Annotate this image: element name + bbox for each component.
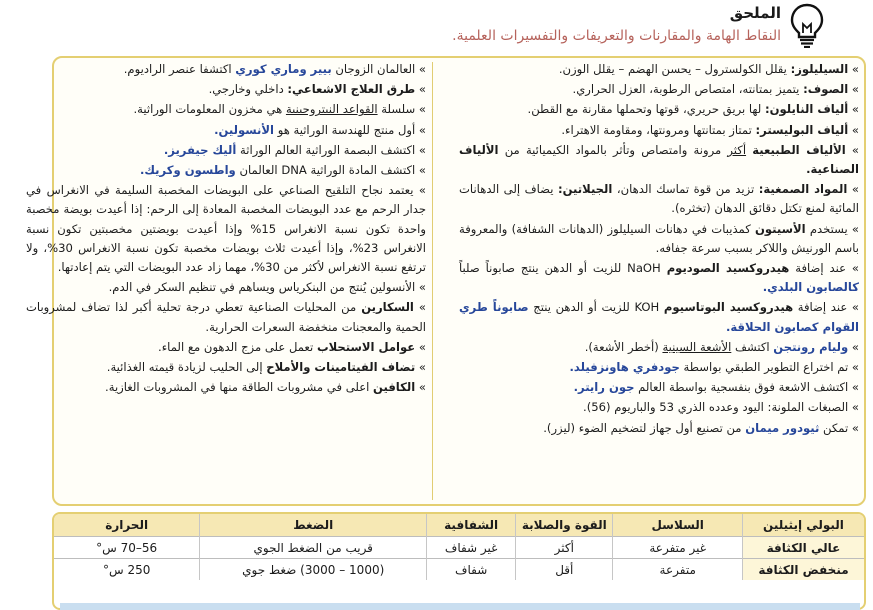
note-text: » تم اختراع التطوير الطبقي بواسطة	[679, 360, 859, 375]
note-item	[459, 141, 859, 179]
table-cell: منخفض الكثافة	[743, 559, 865, 581]
table-row	[54, 537, 864, 559]
note-item	[459, 80, 859, 99]
page-title: الملحق	[729, 4, 781, 22]
note-text: أكثر	[727, 142, 747, 157]
note-text: جودفري هاونزفيلد.	[569, 360, 680, 375]
note-item	[26, 161, 426, 180]
table-cell: غير متفرعة	[613, 537, 743, 559]
note-text: » الصبغات الملونة: اليود وعدده الذري 53 والباريوم (56).	[583, 400, 859, 415]
lightbulb-icon	[787, 2, 827, 48]
note-text: »	[848, 339, 859, 354]
note-text: » يعتمد نجاح التلقيح الصناعي على البويضات المخصبة السليمة في الانغراس في جدار الرحم مع عدد البويضات المخصبة المعادة إلى الرحم: إذا أعيدت بويضة مخصبة واحدة تكون نسبة الانغراس 15% وإذا أعيدت بويضتين مخصبتين تكون نسبة الانغراس 23%، وإذا أعيدت ثلاث بويضات مخصبة تكون نسبة الانغراس 30%، ولا ترتفع نسبة الانغراس لأكثر من 30%، مهما زاد عدد البويضات التي يتم إعادتها.	[26, 183, 427, 275]
note-text: أليك جيفريز.	[163, 142, 237, 157]
note-text: مرونة وامتصاص وتأثر بالمواد الكيميائية من	[498, 142, 728, 157]
note-text: »	[847, 182, 860, 197]
note-item	[459, 338, 859, 357]
note-text: »	[413, 300, 427, 315]
page-header	[0, 0, 873, 56]
note-text: جون رايتر.	[573, 380, 635, 395]
note-item	[459, 378, 859, 397]
note-text: وليام رونتجن	[773, 339, 849, 354]
note-item	[26, 80, 426, 99]
note-item	[26, 298, 426, 336]
note-item	[459, 60, 859, 79]
note-text: »	[848, 102, 859, 117]
table-cell: غير شفاف	[427, 537, 516, 559]
note-text: » سلسلة	[377, 102, 426, 117]
table-cell: عالي الكثافة	[743, 537, 865, 559]
note-text: يقلل الكولسترول – يحسن الهضم – يقلل الوزن.	[558, 62, 791, 76]
note-text: NaOH للزيت أو الدهن ينتج صابوناً صلباً	[459, 261, 667, 276]
note-item	[459, 358, 859, 377]
note-text: » عند إضافة	[789, 261, 860, 276]
note-text: الكافين	[373, 380, 416, 395]
table-row	[54, 559, 864, 581]
note-text: » عند إضافة	[793, 300, 859, 315]
note-text: »	[415, 82, 426, 97]
note-text: (أخطر الأشعة).	[584, 339, 663, 354]
note-text: » اكتشف البصمة الوراثية العالم الوراثة	[236, 142, 426, 157]
table-header-cell: الحرارة	[54, 514, 200, 537]
table-header-row	[54, 514, 864, 537]
table-cell: 250 س°	[54, 559, 200, 581]
table-cell: (1000 – 3000) ضغط جوي	[200, 559, 427, 581]
note-text: اكتشفا عنصر الراديوم.	[123, 62, 236, 76]
note-text: » تمكن	[819, 420, 859, 435]
note-text: عوامل الاستحلاب	[316, 339, 416, 354]
table-header-cell: السلاسل	[613, 514, 743, 537]
polyethylene-table	[52, 512, 866, 610]
note-text: الألياف الصناعية.	[459, 142, 859, 177]
note-text: هيدروكسيد البوتاسيوم	[663, 300, 794, 315]
note-text: »	[848, 82, 859, 97]
note-text: هي مخزون المعلومات الوراثية.	[133, 102, 286, 117]
table-cell: شفاف	[427, 559, 516, 581]
note-text: طرق العلاج الاشعاعي:	[287, 82, 416, 97]
note-text: من تصنيع أول جهاز لتضخيم الضوء (ليزر).	[543, 420, 746, 435]
note-text: KOH للزيت أو الدهن ينتج	[528, 300, 664, 315]
note-item	[26, 338, 426, 357]
note-text: من المحليات الصناعية تعطي درجة تحلية أكبر لذا تضاف لمشروبات الحمية والمعجنات منخفضة السعرات الحرارية.	[26, 300, 426, 334]
note-text: لها بريق حريري، قوتها وتحملها مقارنة مع القطن.	[527, 102, 765, 117]
note-item	[26, 378, 426, 397]
table-header-cell: الشفافية	[427, 514, 516, 537]
note-text: يضاف إلى الدهانات المائية لمنع تكتل دقائق الدهان (تخثره).	[459, 182, 859, 216]
note-text: » يستخدم	[805, 221, 860, 236]
note-item	[26, 181, 426, 277]
note-text: السكارين	[361, 300, 414, 315]
note-item	[459, 398, 859, 417]
note-item	[459, 259, 859, 297]
note-item	[459, 298, 859, 336]
note-text: » اكتشف الاشعة فوق بنفسجية بواسطة العالم	[634, 380, 859, 395]
note-text: » أول منتج للهندسة الوراثية هو	[274, 122, 426, 137]
table-header-cell: القوة والصلابة	[516, 514, 613, 537]
note-text: » العالمان الزوجان	[331, 62, 426, 76]
note-text: »	[415, 380, 426, 395]
note-text: »	[848, 122, 859, 137]
table-cell: 56–70 س°	[54, 537, 200, 559]
note-item	[26, 141, 426, 160]
note-text: تمتاز بمتانتها ومرونتها، ومقاومة الاهتراء.	[561, 122, 756, 137]
note-text: الجيلاتين:	[557, 182, 613, 197]
note-text: داخلي وخارجي.	[208, 82, 288, 97]
note-text: الألياف الطبيعية	[752, 142, 846, 157]
table-header-cell: البولي إيثيلين	[743, 514, 865, 537]
right-notes-column	[459, 60, 859, 439]
note-text: » اكتشف المادة الوراثية DNA العالمان	[235, 163, 426, 178]
table-cell: أقل	[516, 559, 613, 581]
note-item	[26, 358, 426, 377]
note-text: المواد الصمغية:	[758, 182, 848, 197]
note-text: كمذيبات في دهانات السيليلوز (الدهانات الشفافة) والمعروفة باسم الورنيش واللاكر بسبب سرعة جفافه.	[459, 221, 859, 255]
note-item	[26, 278, 426, 297]
note-text: هيدروكسيد الصوديوم	[666, 261, 790, 276]
table-header-cell: الضغط	[200, 514, 427, 537]
note-text: واطسون وكريك.	[139, 163, 236, 178]
note-text: »	[415, 360, 426, 375]
table-cell: أكثر	[516, 537, 613, 559]
left-notes-column	[26, 60, 426, 398]
note-item	[26, 60, 426, 79]
note-text: تضاف الفيتامينات والأملاح	[266, 360, 416, 375]
note-text: بيير وماري كوري	[235, 62, 332, 76]
note-text: »	[415, 339, 426, 354]
note-text: اعلى في مشروبات الطاقة منها في المشروبات الغازية.	[105, 380, 374, 395]
note-item	[26, 121, 426, 140]
note-text: يتميز بمتانته، امتصاص الرطوبة، العزل الحراري.	[572, 82, 804, 97]
note-text: كالصابون البلدي.	[762, 280, 859, 295]
note-item	[459, 180, 859, 218]
note-text: »	[845, 142, 860, 157]
note-item	[459, 121, 859, 140]
note-text: »	[848, 62, 859, 76]
note-item	[459, 220, 859, 258]
note-item	[459, 419, 859, 438]
column-divider	[432, 62, 433, 500]
page-subtitle: النقاط الهامة والمقارنات والتعريفات والتفسيرات العلمية.	[452, 28, 781, 44]
note-text: » الأنسولين يُنتج من البنكرياس ويساهم في تنظيم السكر في الدم.	[108, 280, 426, 295]
note-text: الأشعة السينية	[662, 339, 732, 354]
note-text: ألياف النايلون:	[765, 102, 849, 117]
note-text: اكتشف	[731, 339, 774, 354]
note-text: الأسيتون	[755, 221, 806, 236]
table-cell: قريب من الضغط الجوي	[200, 537, 427, 559]
note-text: القواعد النيتروجينية	[285, 102, 378, 117]
note-text: السيليلوز:	[790, 62, 849, 76]
note-text: ثيودور ميمان	[745, 420, 820, 435]
note-item	[26, 100, 426, 119]
note-text: تزيد من قوة تماسك الدهان،	[612, 182, 759, 197]
note-item	[459, 100, 859, 119]
note-text: صابوناً طري القوام كصابون الحلاقة.	[459, 300, 859, 334]
table-cell: متفرعة	[613, 559, 743, 581]
note-text: الأنسولين.	[214, 122, 275, 137]
note-text: تعمل على مزج الدهون مع الماء.	[158, 339, 317, 354]
bottom-strip	[60, 603, 860, 610]
note-text: إلى الحليب لزيادة قيمته الغذائية.	[106, 360, 267, 375]
note-text: ألياف البوليستر:	[755, 122, 849, 137]
note-text: الصوف:	[803, 82, 849, 97]
